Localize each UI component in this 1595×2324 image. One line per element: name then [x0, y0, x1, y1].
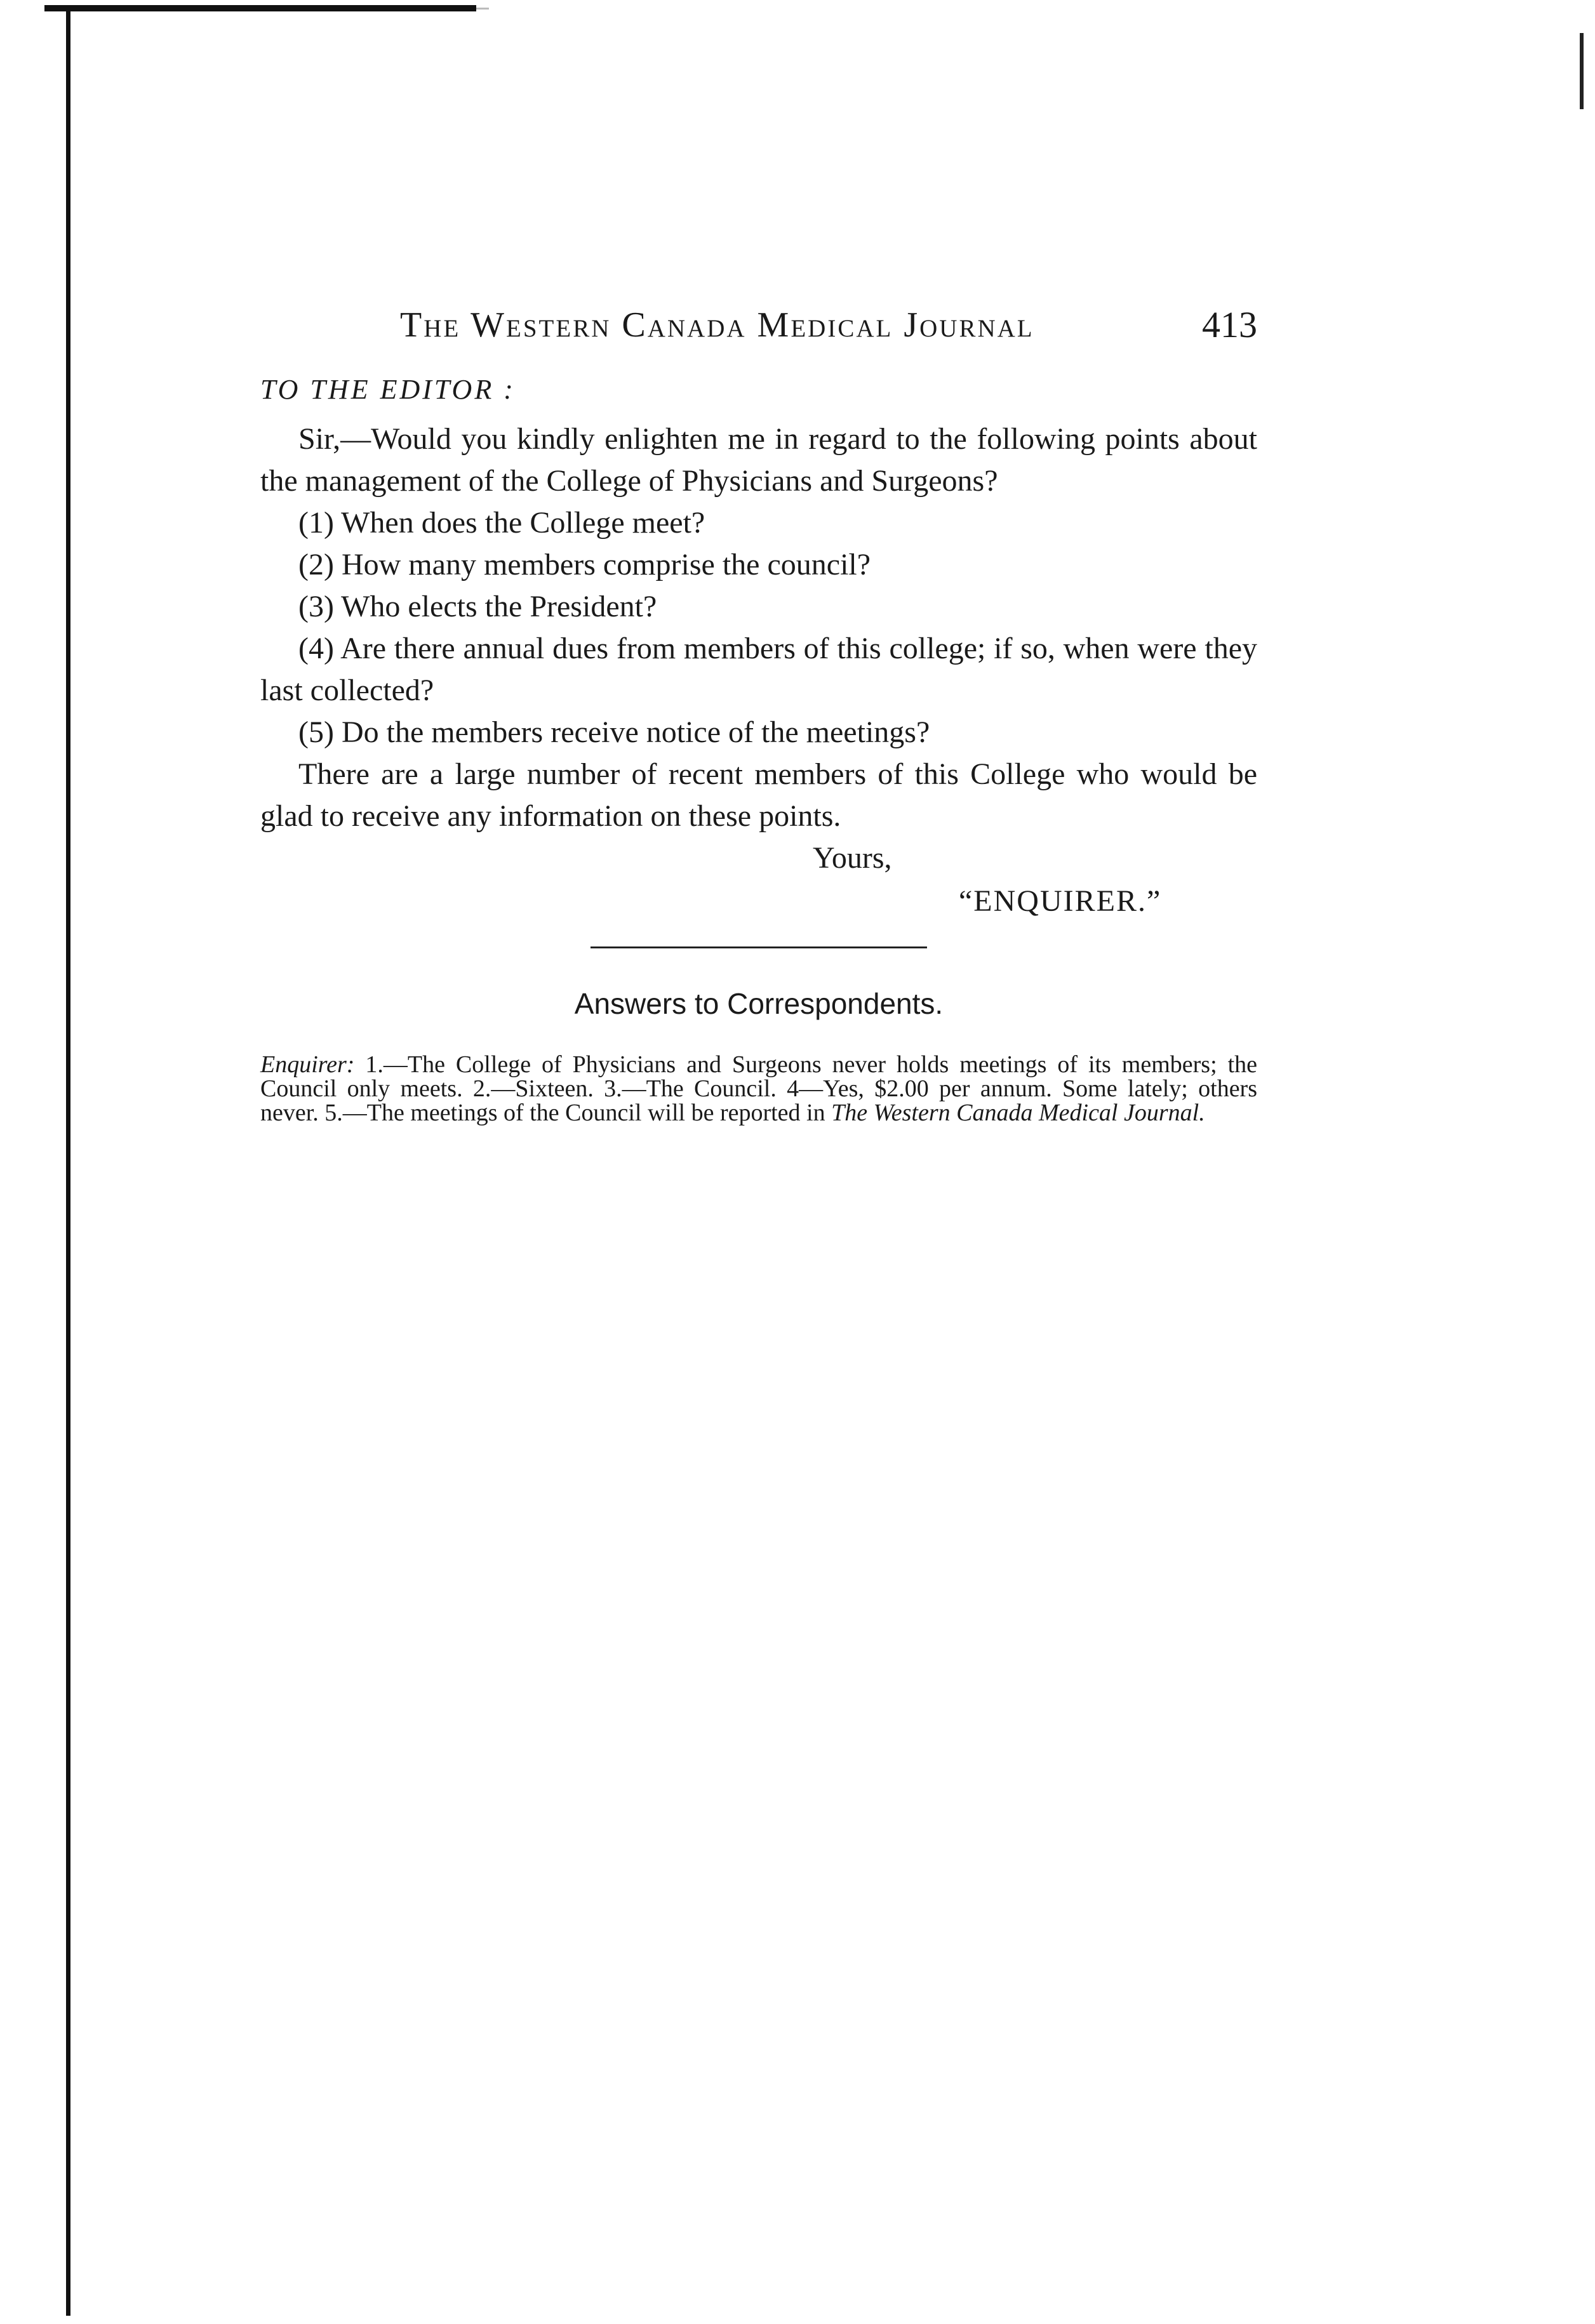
answer-addressee: Enquirer: — [260, 1051, 355, 1078]
journal-page — [260, 298, 1257, 1125]
section-divider — [591, 946, 927, 948]
question-5: (5) Do the members receive notice of the meetings? — [298, 715, 930, 749]
question-3: (3) Who elects the President? — [298, 590, 657, 623]
question-1: (1) When does the College meet? — [298, 506, 705, 540]
binding-edge-left — [66, 5, 70, 2316]
question-2: (2) How many members comprise the council? — [298, 548, 871, 581]
letter-body — [260, 418, 1257, 924]
letter-closing-paragraph: There are a large number of recent members of this College who would be glad to receive any information on these points. — [260, 757, 1257, 833]
answers-heading: Answers to Correspondents. — [574, 987, 944, 1020]
binding-edge-fade — [476, 8, 489, 10]
answer-text: 1.—The College of Physicians and Surgeons never holds meetings of its members; the Council only meets. 2.—Sixteen. 3.—The Council. 4—Yes, $2.00 per annum. Some lately; others never. 5.—The meetings of the Council will be reported in — [260, 1051, 1257, 1126]
page-number: 413 — [1202, 304, 1257, 345]
page-edge-mark — [1580, 33, 1584, 109]
letter-valediction: Yours, — [813, 841, 892, 875]
running-head — [400, 298, 1257, 355]
binding-edge-top — [44, 5, 476, 11]
answer-paragraph — [260, 1052, 1257, 1125]
letter-intro: Sir,—Would you kindly enlighten me in regard to the following points about the management of the College of Physicians and Surgeons? — [260, 422, 1257, 498]
letter-signature: “ENQUIRER.” — [959, 884, 1162, 918]
journal-title: The Western Canada Medical Journal — [400, 305, 1034, 345]
question-4: (4) Are there annual dues from members of this college; if so, when were they last collected? — [260, 632, 1257, 707]
answer-journal-reference: The Western Canada Medical Journal. — [831, 1099, 1205, 1126]
letter-salutation: TO THE EDITOR : — [260, 374, 516, 405]
